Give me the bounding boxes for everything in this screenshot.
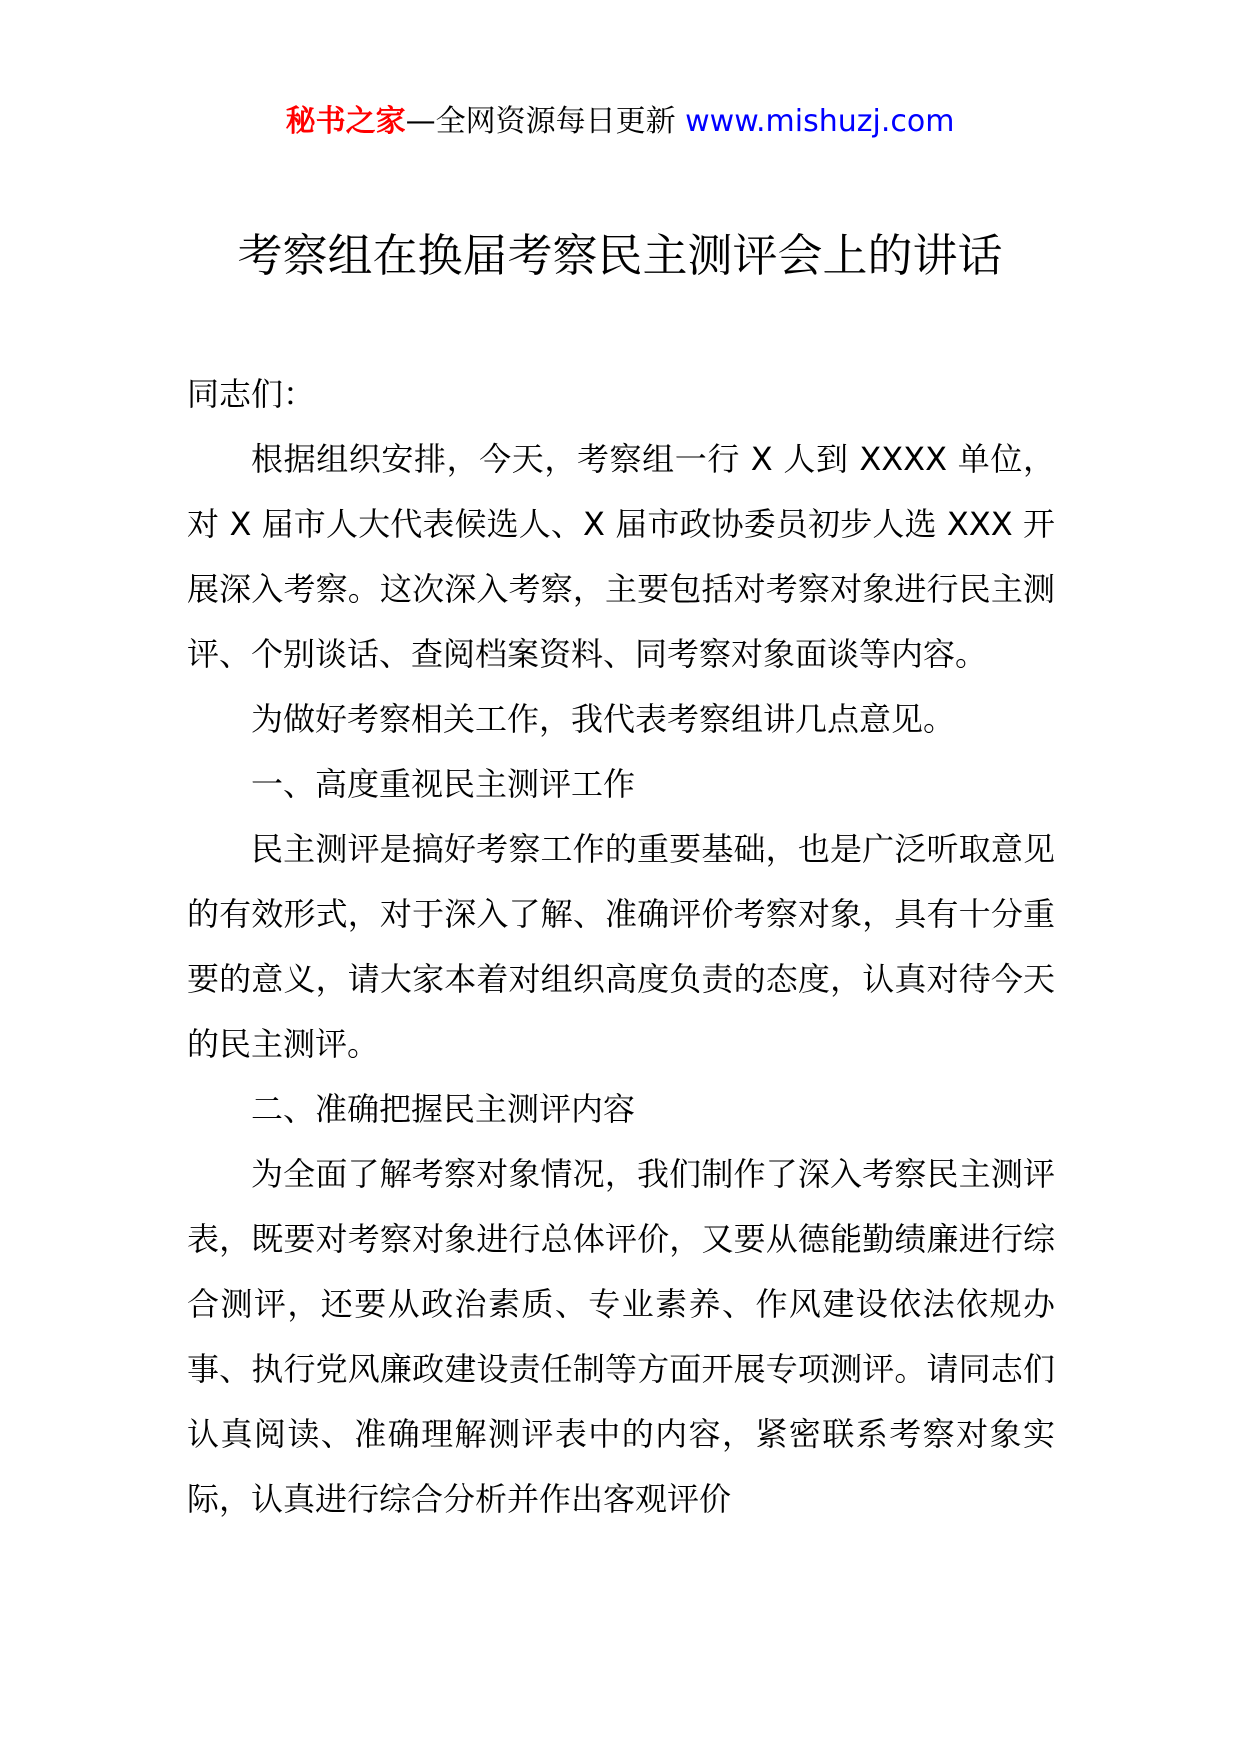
site-url-link[interactable]: www.mishuzj.com bbox=[685, 104, 955, 139]
document-title: 考察组在换届考察民主测评会上的讲话 bbox=[237, 229, 1003, 282]
section-heading-2: 二、准确把握民主测评内容 bbox=[251, 1090, 636, 1128]
document-body bbox=[187, 362, 1055, 1532]
paragraph-intro: 根据组织安排，今天，考察组一行 X 人到 XXXX 单位，对 X 届市人大代表候选人、X 届市政协委员初步人选 XXX 开展深入考察。这次深入考察，主要包括对考察对象进行民主测评、个别谈话、查阅档案资料、同考察对象面谈等内容。 bbox=[187, 440, 1055, 673]
salutation: 同志们： bbox=[187, 375, 316, 413]
section-heading-1: 一、高度重视民主测评工作 bbox=[251, 765, 636, 803]
paragraph-section-2: 为全面了解考察对象情况，我们制作了深入考察民主测评表，既要对考察对象进行总体评价，又要从德能勤绩廉进行综合测评，还要从政治素质、专业素养、作风建设依法依规办事、执行党风廉政建设责任制等方面开展专项测评。请同志们认真阅读、准确理解测评表中的内容，紧密联系考察对象实际，认真进行综合分析并作出客观评价 bbox=[187, 1155, 1055, 1518]
header-tagline: —全网资源每日更新 bbox=[405, 104, 686, 139]
brand-name: 秘书之家 bbox=[285, 104, 406, 139]
paragraph-section-1: 民主测评是搞好考察工作的重要基础，也是广泛听取意见的有效形式，对于深入了解、准确评价考察对象，具有十分重要的意义，请大家本着对组织高度负责的态度，认真对待今天的民主测评。 bbox=[187, 830, 1055, 1063]
paragraph-purpose: 为做好考察相关工作，我代表考察组讲几点意见。 bbox=[251, 700, 956, 738]
site-header bbox=[0, 100, 1240, 144]
